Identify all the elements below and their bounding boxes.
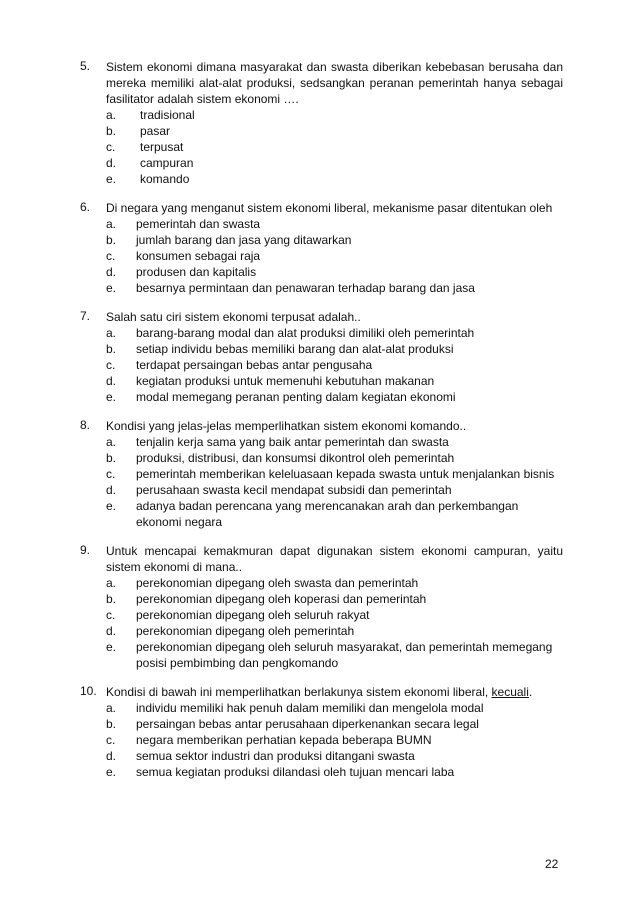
option-text: komando: [140, 172, 190, 186]
question-text: Di negara yang menganut sistem ekonomi liberal, mekanisme pasar ditentukan oleh: [106, 201, 553, 215]
question-9: [80, 543, 563, 671]
option-text: barang-barang modal dan alat produksi dimiliki oleh pemerintah: [136, 326, 475, 340]
question-6: [80, 200, 563, 296]
option-letter: d.: [106, 749, 117, 763]
option-letter: e.: [106, 281, 117, 295]
option-text: produsen dan kapitalis: [136, 265, 257, 279]
option-b: [106, 716, 563, 732]
option-text: konsumen sebagai raja: [136, 249, 261, 263]
option-b: [106, 123, 563, 139]
option-text: perekonomian dipegang oleh seluruh rakyat: [136, 608, 370, 622]
option-d: [106, 155, 563, 171]
option-a: [106, 107, 563, 123]
option-e: [106, 280, 563, 296]
question-5: [80, 59, 563, 187]
option-c: [106, 357, 563, 373]
option-letter: b.: [106, 342, 117, 356]
option-text: negara memberikan perhatian kepada beberapa BUMN: [136, 733, 432, 747]
option-text: perekonomian dipegang oleh swasta dan pemerintah: [136, 576, 419, 590]
question-number: 9.: [80, 543, 91, 557]
option-letter: c.: [106, 733, 116, 747]
option-letter: b.: [106, 717, 117, 731]
option-a: [106, 325, 563, 341]
option-letter: c.: [106, 140, 116, 154]
option-list: [106, 216, 563, 296]
option-list: [106, 325, 563, 405]
option-letter: a.: [106, 576, 117, 590]
option-letter: d.: [106, 624, 117, 638]
option-d: [106, 373, 563, 389]
option-letter: e.: [106, 499, 117, 513]
option-c: [106, 466, 563, 482]
question-number: 6.: [80, 200, 91, 214]
option-c: [106, 732, 563, 748]
option-letter: e.: [106, 172, 117, 186]
option-text: perekonomian dipegang oleh pemerintah: [136, 624, 355, 638]
option-letter: e.: [106, 390, 117, 404]
option-letter: c.: [106, 608, 116, 622]
question-text: Untuk mencapai kemakmuran dapat digunakan sistem ekonomi campuran, yaitu sistem ekonomi di mana..: [106, 544, 563, 574]
option-letter: e.: [106, 640, 117, 654]
option-list: [106, 575, 563, 671]
option-a: [106, 216, 563, 232]
question-text: [106, 684, 563, 700]
option-d: [106, 623, 563, 639]
question-number: 7.: [80, 309, 91, 323]
option-letter: e.: [106, 765, 117, 779]
option-letter: b.: [106, 124, 117, 138]
question-text-suffix: .: [528, 685, 533, 699]
option-text: besarnya permintaan dan penawaran terhadap barang dan jasa: [136, 281, 475, 295]
option-c: [106, 139, 563, 155]
option-e: [106, 171, 563, 187]
option-e: [106, 764, 563, 780]
option-text: semua sektor industri dan produksi ditangani swasta: [136, 749, 415, 763]
option-b: [106, 450, 563, 466]
option-b: [106, 232, 563, 248]
question-10: [80, 684, 563, 780]
option-d: [106, 264, 563, 280]
question-text: Salah satu ciri sistem ekonomi terpusat adalah..: [106, 310, 361, 324]
option-letter: b.: [106, 592, 117, 606]
option-text: pemerintah memberikan keleluasaan kepada swasta untuk menjalankan bisnis: [136, 467, 555, 481]
option-text: perekonomian dipegang oleh seluruh masyarakat, dan pemerintah memegang posisi pembimbing dan pengkomando: [136, 640, 553, 670]
option-letter: d.: [106, 265, 117, 279]
option-text: pemerintah dan swasta: [136, 217, 261, 231]
option-letter: d.: [106, 156, 117, 170]
question-text-prefix: Kondisi di bawah ini memperlihatkan berlakunya sistem ekonomi liberal,: [106, 685, 492, 699]
option-list: [106, 700, 563, 780]
option-list: [106, 107, 563, 187]
option-letter: b.: [106, 451, 117, 465]
question-text: Sistem ekonomi dimana masyarakat dan swasta diberikan kebebasan berusaha dan mereka memiliki alat-alat produksi, sedsangkan peranan pemerintah hanya sebagai fasilitator adalah sistem ekonomi ….: [106, 60, 563, 106]
option-text: modal memegang peranan penting dalam kegiatan ekonomi: [136, 390, 456, 404]
question-7: [80, 309, 563, 405]
option-list: [106, 434, 563, 530]
option-letter: c.: [106, 249, 116, 263]
option-text: jumlah barang dan jasa yang ditawarkan: [136, 233, 352, 247]
option-text: campuran: [140, 156, 194, 170]
question-8: [80, 418, 563, 530]
question-list: [80, 59, 563, 793]
option-letter: c.: [106, 467, 116, 481]
option-text: persaingan bebas antar perusahaan diperkenankan secara legal: [136, 717, 479, 731]
option-text: tradisional: [140, 108, 195, 122]
question-text-emphasis: kecuali: [491, 685, 529, 699]
option-text: tenjalin kerja sama yang baik antar pemerintah dan swasta: [136, 435, 449, 449]
option-d: [106, 482, 563, 498]
option-text: perekonomian dipegang oleh koperasi dan pemerintah: [136, 592, 427, 606]
option-text: adanya badan perencana yang merencanakan arah dan perkembangan ekonomi negara: [136, 499, 519, 529]
option-letter: b.: [106, 233, 117, 247]
option-letter: a.: [106, 435, 117, 449]
option-letter: a.: [106, 217, 117, 231]
option-a: [106, 700, 563, 716]
option-letter: a.: [106, 108, 117, 122]
option-b: [106, 591, 563, 607]
question-number: 10.: [80, 684, 97, 698]
option-d: [106, 748, 563, 764]
option-e: [106, 498, 563, 530]
question-text: Kondisi yang jelas-jelas memperlihatkan sistem ekonomi komando..: [106, 419, 467, 433]
option-text: terdapat persaingan bebas antar pengusaha: [136, 358, 373, 372]
option-c: [106, 607, 563, 623]
option-a: [106, 434, 563, 450]
question-number: 8.: [80, 418, 91, 432]
option-b: [106, 341, 563, 357]
option-text: individu memiliki hak penuh dalam memiliki dan mengelola modal: [136, 701, 484, 715]
option-text: pasar: [140, 124, 171, 138]
option-letter: d.: [106, 374, 117, 388]
option-letter: a.: [106, 326, 117, 340]
option-text: semua kegiatan produksi dilandasi oleh tujuan mencari laba: [136, 765, 455, 779]
option-letter: a.: [106, 701, 117, 715]
option-e: [106, 389, 563, 405]
option-text: perusahaan swasta kecil mendapat subsidi dan pemerintah: [136, 483, 452, 497]
option-e: [106, 639, 563, 671]
option-letter: d.: [106, 483, 117, 497]
option-text: kegiatan produksi untuk memenuhi kebutuhan makanan: [136, 374, 435, 388]
option-text: setiap individu bebas memiliki barang dan alat-alat produksi: [136, 342, 454, 356]
option-text: terpusat: [140, 140, 184, 154]
question-number: 5.: [80, 59, 91, 73]
option-a: [106, 575, 563, 591]
option-letter: c.: [106, 358, 116, 372]
option-c: [106, 248, 563, 264]
option-text: produksi, distribusi, dan konsumsi dikontrol oleh pemerintah: [136, 451, 455, 465]
page-number: 22: [545, 857, 559, 871]
